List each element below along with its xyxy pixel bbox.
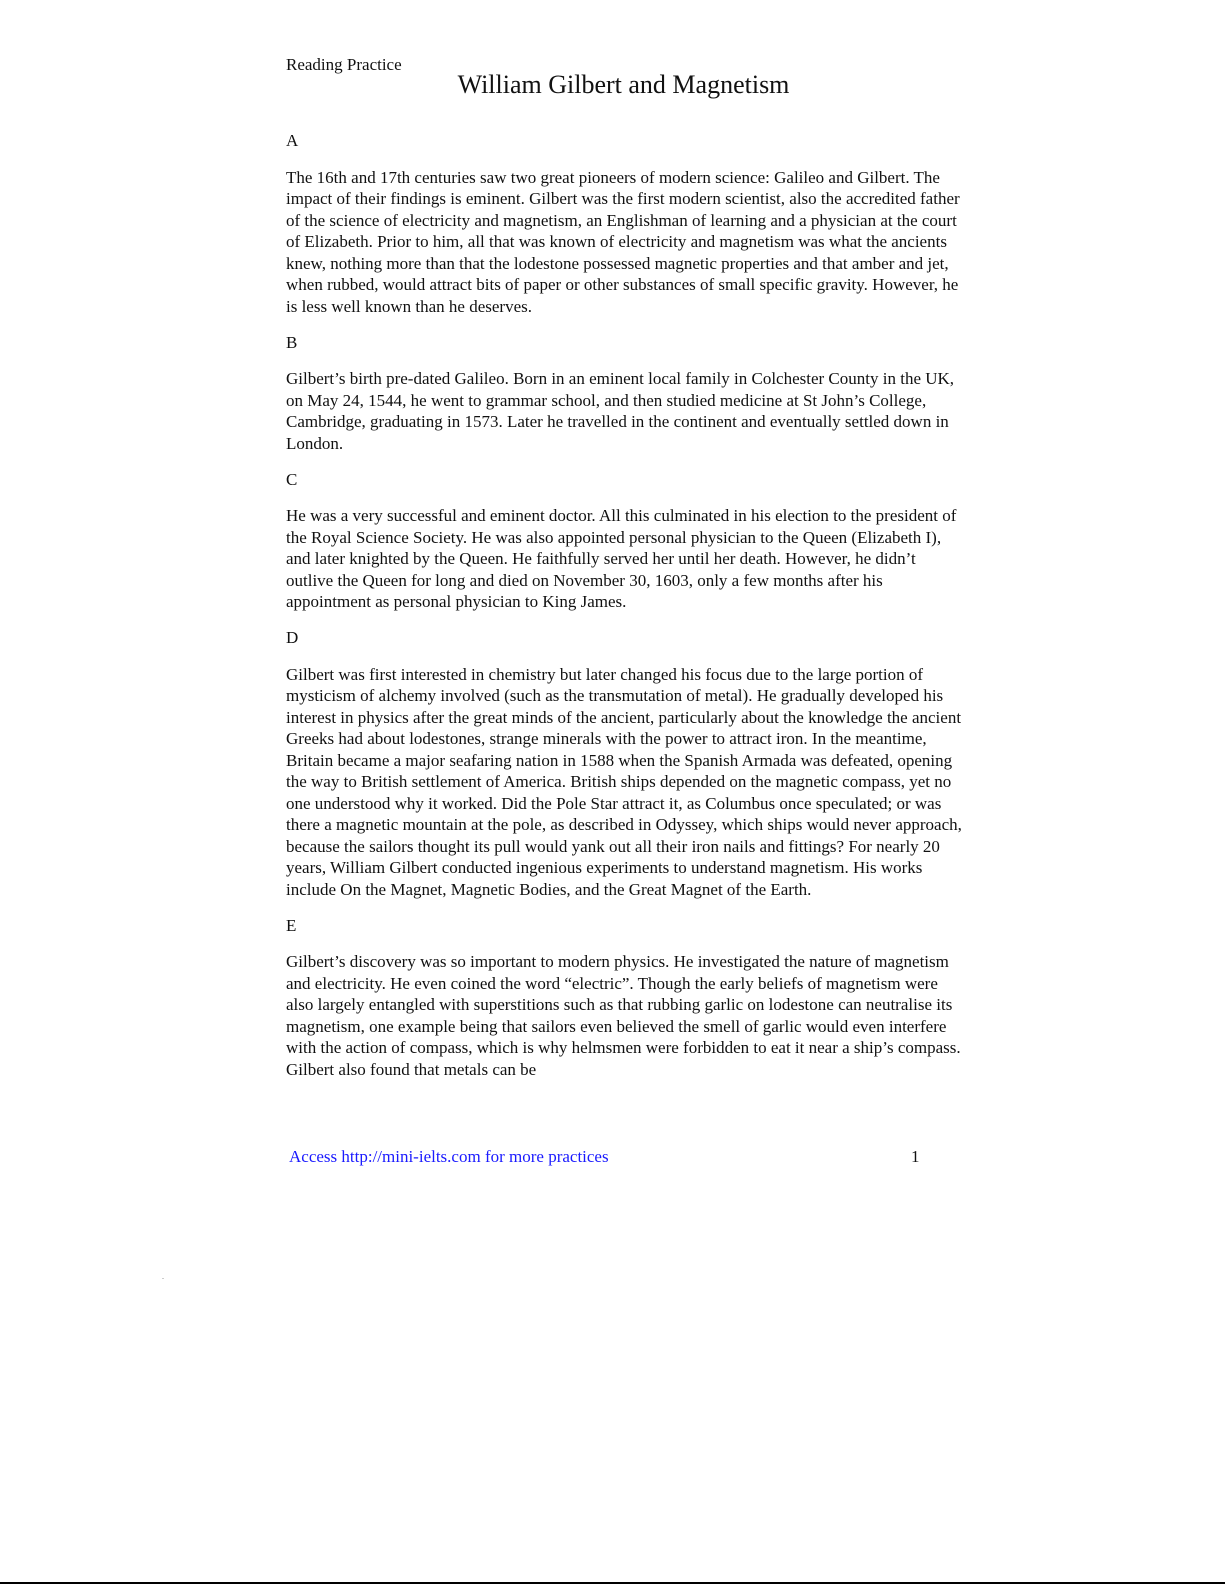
section-paragraph: The 16th and 17th centuries saw two great pioneers of modern science: Galileo and Gilbert. The impact of their findings is eminent. Gilbert was the first modern scientist, also the accredited father of the science of electricity and magnetism, an Englishman of learning and a physician at the court of Elizabeth. Prior to him, all that was known of electricity and magnetism was what the ancients knew, nothing more than that the lodestone possessed magnetic properties and that amber and jet, when rubbed, would attract bits of paper or other substances of small specific gravity. However, he is less well known than he deserves. bbox=[286, 167, 960, 316]
section-letter: E bbox=[286, 915, 297, 935]
section-paragraph: Gilbert’s discovery was so important to modern physics. He investigated the nature of magnetism and electricity. He even coined the word “electric”. Though the early beliefs of magnetism were also largely entangled with superstitions such as that rubbing garlic on lodestone can neutralise its magnetism, one example being that sailors even believed the smell of garlic would even interfere with the action of compass, which is why helmsmen were forbidden to eat it near a ship’s compass. Gilbert also found that metals can be bbox=[286, 952, 961, 1079]
section-b bbox=[286, 332, 966, 455]
article-body bbox=[286, 130, 966, 1095]
scan-artifact bbox=[162, 1278, 164, 1279]
section-letter: D bbox=[286, 628, 299, 647]
section-a bbox=[286, 130, 966, 317]
section-letter: A bbox=[286, 131, 299, 150]
section-letter: B bbox=[286, 332, 298, 352]
section-e bbox=[286, 915, 966, 1081]
page-title: William Gilbert and Magnetism bbox=[457, 70, 790, 99]
section-paragraph: He was a very successful and eminent doctor. All this culminated in his election to the president of the Royal Science Society. He was also appointed personal physician to the Queen (Elizabeth I), and later knighted by the Queen. He faithfully served her until her death. However, he didn’t outlive the Queen for long and died on November 30, 1603, only a few months after his appointment as personal physician to King James. bbox=[286, 506, 957, 611]
page-number: 1 bbox=[911, 1147, 920, 1166]
section-letter: C bbox=[286, 469, 298, 489]
section-paragraph: Gilbert was first interested in chemistry but later changed his focus due to the large portion of mysticism of alchemy involved (such as the transmutation of metal). He gradually developed his interest in physics after the great minds of the ancient, particularly about the knowledge the ancient Greeks had about lodestones, strange minerals with the power to attract iron. In the meantime, Britain became a major seafaring nation in 1588 when the Spanish Armada was defeated, opening the way to British settlement of America. British ships depended on the magnetic compass, yet no one understood why it worked. Did the Pole Star attract it, as Columbus once speculated; or was there a magnetic mountain at the pole, as described in Odyssey, which ships would never approach, because the sailors thought its pull would yank out all their iron nails and fittings? For nearly 20 years, William Gilbert conducted ingenious experiments to understand magnetism. His works include On the Magnet, Magnetic Bodies, and the Great Magnet of the Earth. bbox=[286, 664, 962, 899]
footer-practice-link[interactable]: Access http://mini-ielts.com for more practices bbox=[289, 1147, 609, 1166]
section-d bbox=[286, 627, 966, 900]
section-c bbox=[286, 469, 966, 613]
section-paragraph: Gilbert’s birth pre-dated Galileo. Born in an eminent local family in Colchester County in the UK, on May 24, 1544, he went to grammar school, and then studied medicine at St John’s College, Cambridge, graduating in 1573. Later he travelled in the continent and eventually settled down in London. bbox=[286, 369, 955, 453]
page-bottom-divider bbox=[0, 1582, 1225, 1584]
header-label: Reading Practice bbox=[286, 55, 402, 74]
